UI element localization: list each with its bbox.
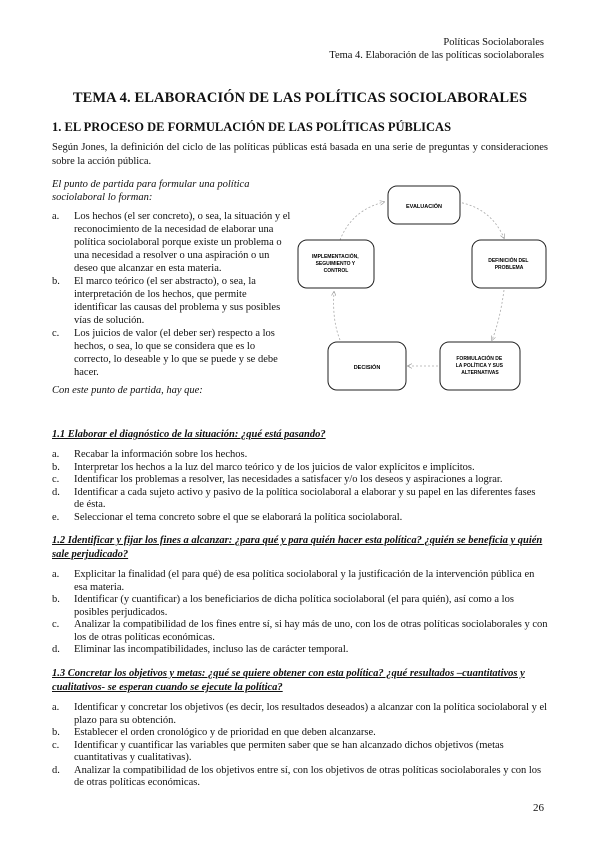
subsection-1-2-title: 1.2 Identificar y fijar los fines a alcanzar: ¿para qué y para quién hacer esta política? ¿quién se beneficia y quién sale perjudicado? — [52, 535, 543, 560]
label-implementacion-2: SEGUIMIENTO Y — [315, 261, 356, 267]
subsection-1-1-title: 1.1 Elaborar el diagnóstico de la situación: ¿qué está pasando? — [52, 429, 326, 440]
svg-text:FORMULACIÓN DE LA POLÍTICA — [456, 354, 505, 376]
page-number: 26 — [533, 802, 544, 814]
starting-point-text: El punto de partida para formular una política sociolaboral lo forman: — [52, 179, 250, 203]
list-item: c. Identificar y cuantificar las variables que permiten saber que se han alcanzado dichos objetivos (metas cuantitativas y cualitativas). — [52, 739, 504, 763]
label-formulacion-1: FORMULACIÓN DE — [456, 356, 503, 362]
box-definicion — [472, 240, 546, 288]
label-decision: DECISIÓN — [353, 365, 381, 371]
label-definicion-1: DEFINICIÓN DEL — [488, 258, 529, 264]
subsection-1-1-list — [52, 449, 548, 524]
label-implementacion-3: CONTROL — [323, 268, 349, 274]
label-formulacion-2: LA POLÍTICA Y SUS — [455, 363, 503, 369]
label-definicion-2: PROBLEMA — [494, 265, 524, 271]
arrow-eval-to-def — [458, 202, 504, 238]
label-formulacion-3: ALTERNATIVAS — [461, 370, 499, 376]
header-course: Políticas Sociolaborales — [443, 37, 544, 48]
list-item: c. Identificar los problemas a resolver, las necesidades a satisfacer y/o los deseos y aspiraciones a lograr. — [52, 474, 503, 485]
subsection-1-2-list — [52, 569, 548, 657]
running-header — [329, 36, 544, 62]
section-title: 1. EL PROCESO DE FORMULACIÓN DE LAS POLÍTICAS PÚBLICAS — [52, 120, 452, 134]
arrow-def-to-form — [492, 290, 504, 340]
list-item: b. Establecer el orden cronológico y de prioridad en que deben alcanzarse. — [52, 727, 376, 738]
list-item: d. Analizar la compatibilidad de los objetivos entre sí, con los objetivos de otras políticas sociolaborales y con los de otras políticas económicas. — [52, 764, 542, 788]
list-item: d. Eliminar las incompatibilidades, incluso las de carácter temporal. — [52, 644, 349, 655]
header-chapter: Tema 4. Elaboración de las políticas sociolaborales — [329, 50, 544, 61]
page-title: TEMA 4. ELABORACIÓN DE LAS POLÍTICAS SOCIOLABORALES — [72, 90, 528, 106]
label-implementacion-1: IMPLEMENTACIÓN, — [312, 254, 359, 260]
list-item: c. Analizar la compatibilidad de los fines entre sí, si hay más de uno, con los de otras políticas sociolaborales y con los de otras políticas económicas. — [52, 619, 548, 643]
arrow-impl-to-eval — [340, 202, 384, 240]
subsection-1-3-title: 1.3 Concretar los objetivos y metas: ¿qué se quiere obtener con esta política? ¿qué resultados –cuantitativos y cualitativos- se esperan cuando se ejecute la política? — [52, 668, 525, 693]
list-item: e. Seleccionar el tema concreto sobre el que se elaborará la política sociolaboral. — [52, 511, 403, 523]
policy-cycle-diagram — [296, 180, 552, 406]
list-item: c. Los juicios de valor (el deber ser) respecto a los hechos, o sea, lo que se considera que es lo correcto, lo deseable y lo que se puede y se debe hacer. — [52, 328, 278, 378]
list-item: a. Recabar la información sobre los hechos. — [52, 449, 248, 460]
label-evaluacion: EVALUACIÓN — [406, 204, 442, 210]
starting-list — [52, 210, 292, 379]
list-item: b. Identificar (y cuantificar) a los beneficiarios de dicha política sociolaboral (el para quién), así como a los posibles perjudicados. — [52, 594, 514, 618]
list-item: b. Interpretar los hechos a la luz del marco teórico y de los juicios de valor explícitos e implícitos. — [52, 461, 475, 473]
list-item: b. El marco teórico (el ser abstracto), o sea, la interpretación de los hechos, que permite identificar las causas del problema y sus posibles vías de solución. — [52, 276, 281, 326]
list-item: d. Identificar a cada sujeto activo y pasivo de la política sociolaboral a elaborar y su papel en las diferentes fases de ésta. — [52, 486, 536, 510]
list-item: a. Explicitar la finalidad (el para qué) de esa política sociolaboral y la justificación de la intervención pública en esa materia. — [52, 569, 535, 593]
arrow-dec-to-impl — [334, 292, 340, 340]
list-item: a. Los hechos (el ser concreto), o sea, la situación y el reconocimiento de la necesidad de elaborar una política sociolaboral porque existe un problema o una necesidad a resolver o una aspiración o un deseo que alcanzar en esta materia. — [52, 211, 291, 274]
starting-point-block — [52, 178, 292, 397]
subsection-1-3-list — [52, 702, 548, 790]
then-text: Con este punto de partida, hay que: — [52, 385, 203, 396]
intro-paragraph: Según Jones, la definición del ciclo de las políticas públicas está basada en una serie de preguntas y consideraciones sobre la acción pública. — [52, 142, 548, 167]
list-item: a. Identificar y concretar los objetivos (es decir, los resultados deseados) a alcanzar con la política sociolaboral y el plazo para su obtención. — [52, 702, 548, 726]
